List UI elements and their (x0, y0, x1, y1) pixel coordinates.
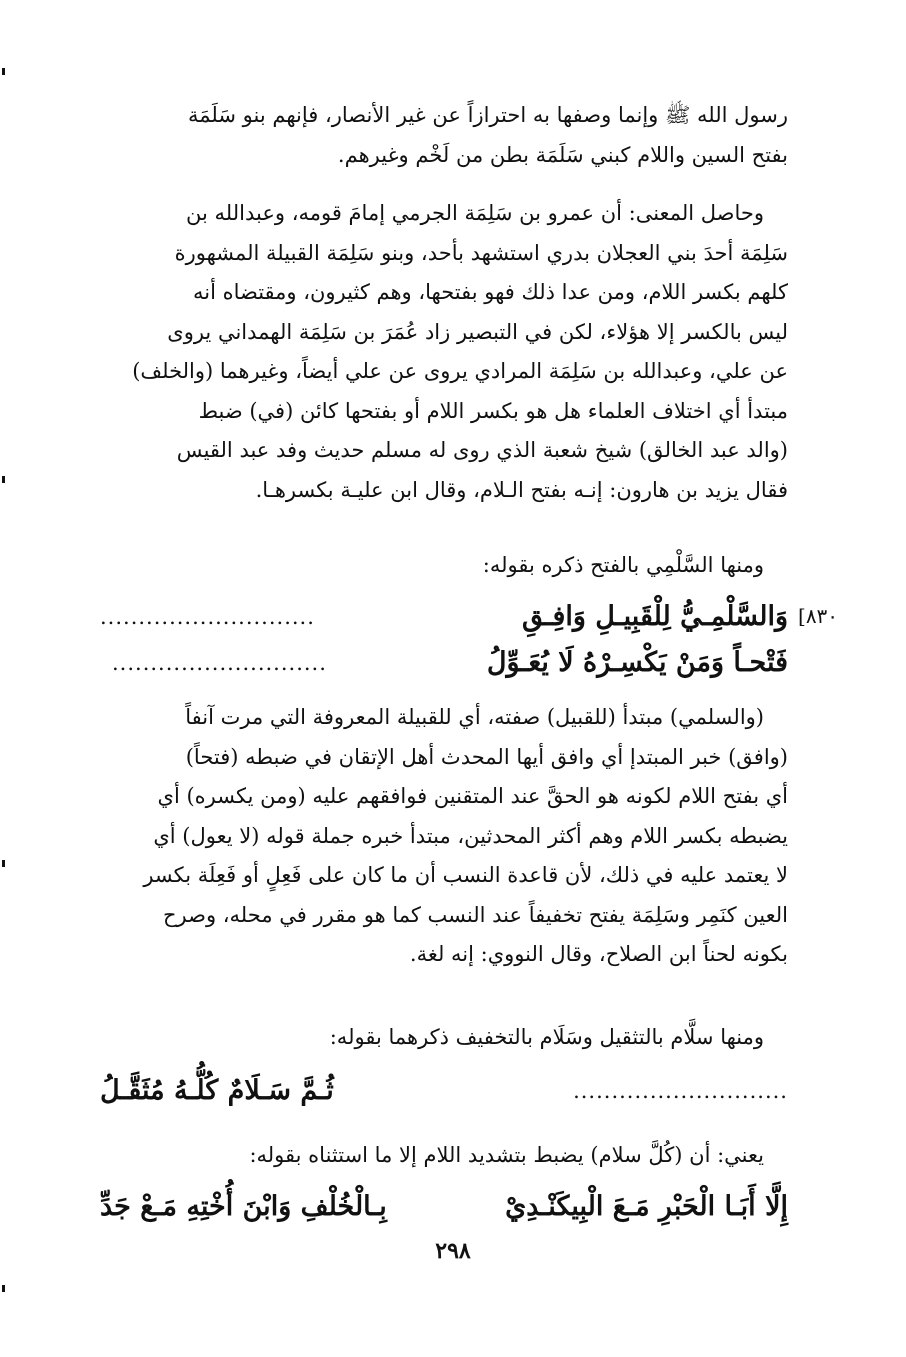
text-line: ومنها السَّلْمِي بالفتح ذكره بقوله: (482, 553, 764, 577)
text-line: وحاصل المعنى: أن عمرو بن سَلِمَة الجرمي إمامَ قومه، وعبدالله بن (186, 201, 764, 225)
text-line: بكونه لحناً ابن الصلاح، وقال النووي: إنه لغة. (409, 942, 788, 966)
text-line: سَلِمَة أحدَ بني العجلان بدري استشهد بأحد، وبنو سَلِمَة القبيلة المشهورة (174, 240, 788, 265)
verse-830-dots-2: ............................ (112, 651, 327, 675)
text-line: العين كنَمِر وسَلِمَة يفتح تخفيفاً عند النسب كما هو مقرر في محله، وصرح (162, 902, 788, 927)
verse-intro-1 (100, 546, 788, 586)
text-line: يعني: أن (كُلَّ سلام) يضبط بتشديد اللام إلا ما استثناه بقوله: (249, 1143, 764, 1167)
text-line: بفتح السين واللام كبني سَلَمَة بطن من لَخْم وغيرهم. (337, 142, 788, 167)
verse-832-line (100, 1184, 788, 1230)
verse-intro-2 (100, 1018, 788, 1058)
text-line: (والسلمي) مبتدأ (للقبيل) صفته، أي للقبيلة المعروفة التي مرت آنفاً (185, 705, 764, 729)
text-line: يضبطه بكسر اللام وهم أكثر المحدثين، مبتدأ خبره جملة قوله (لا يعول) أي (153, 823, 788, 848)
scan-mark-bottom (2, 1285, 5, 1292)
verse-832-second-hemistich: بِـالْخُلْفِ وَابْنَ أُخْتِهِ مَـعْ جَدِّ (100, 1191, 387, 1222)
text-line: عن علي، وعبدالله بن سَلِمَة المرادي يروى عن علي أيضاً، وغيرهما (والخلف) (132, 359, 788, 383)
verse-830-number: [٨٣٠ (798, 604, 839, 628)
text-line: (وافق) خبر المبتدإ أي وافق أيها المحدث أهل الإتقان في ضبطه (فتحاً) (185, 744, 788, 769)
verse-831-line (100, 1068, 788, 1114)
text-line: ومنها سلَّام بالتثقيل وسَلَام بالتخفيف ذكرهما بقوله: (329, 1025, 764, 1049)
scan-mark-top (2, 68, 5, 75)
paragraph-2 (100, 194, 788, 510)
verse-831-dots: ............................ (573, 1079, 788, 1103)
verse-830-dots-1: ............................ (100, 605, 315, 629)
verse-831-first-hemistich: ثُـمَّ سَـلَامٌ كُلُّـهُ مُثَقَّـلُ (100, 1075, 334, 1106)
text-line: لا يعتمد عليه في ذلك، لأن قاعدة النسب أن ما كان على فَعِلٍ أو فَعِلَة بكسر (143, 863, 788, 887)
text-line: فقال يزيد بن هارون: إنـه بفتح الـلام، وقال ابن عليـة بكسرهـا. (255, 477, 788, 502)
text-line: (والد عبد الخالق) شيخ شعبة الذي روى له مسلم حديث وفد عبد القيس (176, 438, 788, 462)
page-number: ٢٩٨ (435, 1238, 471, 1264)
text-line: أي بفتح اللام لكونه هو الحقَّ عند المتقنين فوافقهم عليه (ومن يكسره) أي (157, 784, 788, 808)
verse-830-first-hemistich: وَالسَّلْمِـيُّ لِلْقَبِيـلِ وَافِـقِ (522, 601, 788, 632)
verse-830-second-hemistich: فَتْحـاً وَمَنْ يَكْسِـرْهُ لَا يُعَـوِّلُ (486, 647, 788, 678)
paragraph-3 (100, 698, 788, 975)
scan-mark-mid (2, 476, 5, 483)
verse-intro-3 (100, 1136, 788, 1176)
verse-832-first-hemistich: إِلَّا أَبَـا الْحَبْرِ مَـعَ الْبِيكَنْـدِيْ (505, 1191, 788, 1222)
text-line: ليس بالكسر إلا هؤلاء، لكن في التبصير زاد عُمَرَ بن سَلِمَة الهمداني يروى (167, 319, 788, 344)
text-line: مبتدأ أي اختلاف العلماء هل هو بكسر اللام أو بفتحها كائن (في) ضبط (198, 398, 788, 423)
scan-mark-lower (2, 860, 5, 867)
text-line: رسول الله ﷺ وإنما وصفها به احترازاً عن غير الأنصار، فإنهم بنو سَلَمَة (188, 103, 788, 127)
verse-830-line-1 (100, 594, 788, 640)
verse-830-line-2 (100, 640, 788, 686)
text-line: كلهم بكسر اللام، ومن عدا ذلك فهو بفتحها، وهم كثيرون، ومقتضاه أنه (192, 280, 788, 304)
paragraph-1 (100, 96, 788, 175)
